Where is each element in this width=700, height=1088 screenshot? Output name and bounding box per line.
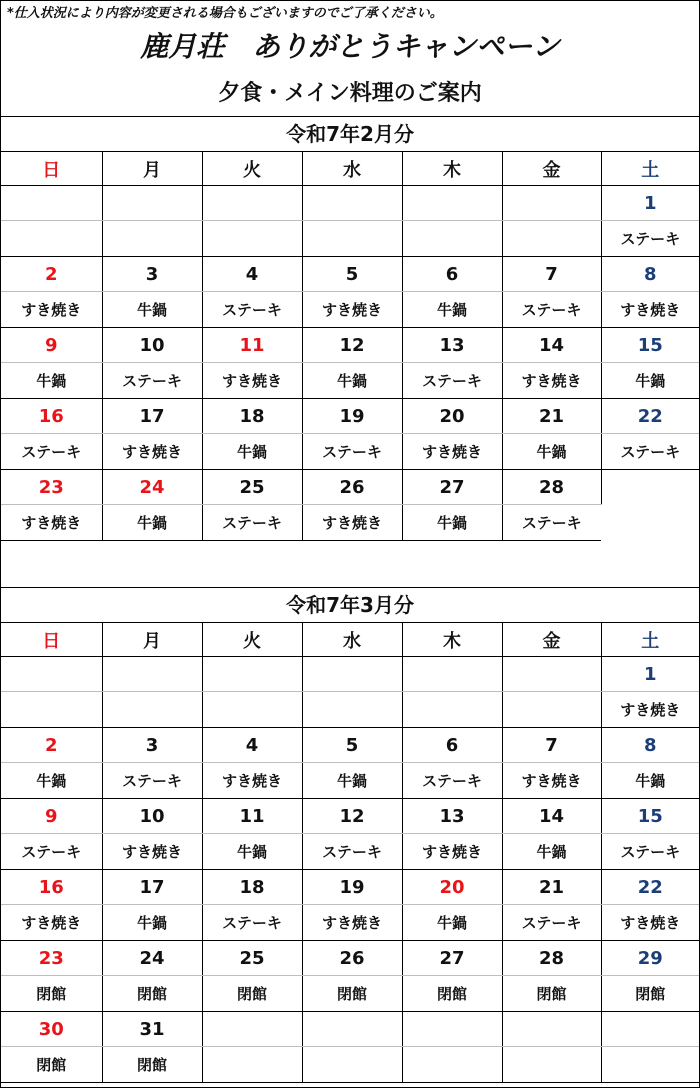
- date-number: 23: [1, 941, 102, 976]
- date-number: 14: [502, 328, 601, 363]
- date-number: 6: [402, 728, 502, 763]
- menu-item: 牛鍋: [102, 292, 202, 328]
- empty-menu-cell: [601, 1047, 699, 1083]
- weekday-header: 火: [202, 152, 302, 186]
- menu-item: すき焼き: [102, 434, 202, 470]
- empty-date-cell: [601, 1012, 699, 1047]
- weekday-header: 金: [502, 623, 601, 657]
- february-calendar: [1, 116, 699, 541]
- week-menu-row: [1, 505, 699, 541]
- menu-item: すき焼き: [302, 505, 402, 541]
- menu-item: ステーキ: [202, 905, 302, 941]
- date-number: 13: [402, 328, 502, 363]
- empty-date-cell: [302, 186, 402, 221]
- menu-item: ステーキ: [402, 763, 502, 799]
- date-number: 1: [601, 657, 699, 692]
- empty-date-cell: [502, 657, 601, 692]
- menu-item: ステーキ: [1, 834, 102, 870]
- menu-item: 牛鍋: [502, 834, 601, 870]
- menu-item: ステーキ: [302, 834, 402, 870]
- date-number: 11: [202, 799, 302, 834]
- menu-item: 牛鍋: [601, 763, 699, 799]
- menu-item: 牛鍋: [1, 763, 102, 799]
- date-number: 10: [102, 799, 202, 834]
- weekday-header: 水: [302, 152, 402, 186]
- date-number: 17: [102, 870, 202, 905]
- date-number: 5: [302, 257, 402, 292]
- weekday-header: 木: [402, 623, 502, 657]
- week-date-row: [1, 870, 699, 905]
- empty-menu-cell: [502, 692, 601, 728]
- menu-item: すき焼き: [302, 905, 402, 941]
- date-number: 31: [102, 1012, 202, 1047]
- weekday-header: 水: [302, 623, 402, 657]
- week-date-row: [1, 470, 699, 505]
- menu-item: 閉館: [302, 976, 402, 1012]
- month-title: 令和7年3月分: [1, 588, 699, 623]
- menu-item: ステーキ: [202, 292, 302, 328]
- weekday-header: 金: [502, 152, 601, 186]
- menu-item: 閉館: [202, 976, 302, 1012]
- week-menu-row: [1, 976, 699, 1012]
- empty-menu-cell: [202, 1047, 302, 1083]
- empty-date-cell: [102, 186, 202, 221]
- menu-item: 牛鍋: [102, 905, 202, 941]
- weekday-header: 月: [102, 623, 202, 657]
- empty-date-cell: [202, 657, 302, 692]
- date-number: 21: [502, 870, 601, 905]
- date-number: 30: [1, 1012, 102, 1047]
- empty-menu-cell: [1, 692, 102, 728]
- date-number: 15: [601, 799, 699, 834]
- week-date-row: [1, 941, 699, 976]
- blank-cell: [601, 470, 699, 541]
- date-number: 26: [302, 941, 402, 976]
- week-menu-row: [1, 363, 699, 399]
- date-number: 17: [102, 399, 202, 434]
- week-date-row: [1, 657, 699, 692]
- menu-item: ステーキ: [1, 434, 102, 470]
- week-date-row: [1, 1012, 699, 1047]
- date-number: 16: [1, 870, 102, 905]
- menu-item: 閉館: [601, 976, 699, 1012]
- empty-menu-cell: [502, 221, 601, 257]
- empty-date-cell: [402, 657, 502, 692]
- menu-item: 牛鍋: [302, 363, 402, 399]
- menu-item: すき焼き: [402, 834, 502, 870]
- empty-menu-cell: [302, 221, 402, 257]
- date-number: 20: [402, 399, 502, 434]
- empty-date-cell: [302, 657, 402, 692]
- date-number: 19: [302, 870, 402, 905]
- empty-date-cell: [402, 186, 502, 221]
- week-date-row: [1, 399, 699, 434]
- date-number: 5: [302, 728, 402, 763]
- date-number: 8: [601, 728, 699, 763]
- weekday-header: 木: [402, 152, 502, 186]
- date-number: 25: [202, 941, 302, 976]
- menu-item: ステーキ: [502, 505, 601, 541]
- menu-item: すき焼き: [1, 905, 102, 941]
- menu-item: 牛鍋: [302, 763, 402, 799]
- empty-date-cell: [502, 1012, 601, 1047]
- empty-menu-cell: [202, 221, 302, 257]
- menu-item: 閉館: [102, 1047, 202, 1083]
- week-date-row: [1, 799, 699, 834]
- date-number: 29: [601, 941, 699, 976]
- notice-text: *仕入状況により内容が変更される場合もございますのでご了承ください。: [7, 6, 443, 21]
- weekday-header: 火: [202, 623, 302, 657]
- date-number: 18: [202, 399, 302, 434]
- menu-item: 牛鍋: [601, 363, 699, 399]
- date-number: 25: [202, 470, 302, 505]
- menu-item: ステーキ: [102, 763, 202, 799]
- date-number: 4: [202, 728, 302, 763]
- menu-item: ステーキ: [402, 363, 502, 399]
- date-number: 9: [1, 328, 102, 363]
- menu-item: すき焼き: [601, 692, 699, 728]
- menu-item: ステーキ: [601, 221, 699, 257]
- date-number: 16: [1, 399, 102, 434]
- week-menu-row: [1, 692, 699, 728]
- menu-item: すき焼き: [202, 363, 302, 399]
- date-number: 28: [502, 470, 601, 505]
- date-number: 27: [402, 941, 502, 976]
- date-number: 24: [102, 470, 202, 505]
- date-number: 10: [102, 328, 202, 363]
- month-title: 令和7年2月分: [1, 117, 699, 152]
- menu-item: 閉館: [402, 976, 502, 1012]
- date-number: 20: [402, 870, 502, 905]
- menu-item: ステーキ: [102, 363, 202, 399]
- empty-date-cell: [202, 186, 302, 221]
- date-number: 9: [1, 799, 102, 834]
- menu-item: 閉館: [102, 976, 202, 1012]
- menu-item: ステーキ: [202, 505, 302, 541]
- date-number: 3: [102, 728, 202, 763]
- empty-menu-cell: [102, 221, 202, 257]
- weekday-header: 土: [601, 152, 699, 186]
- empty-menu-cell: [102, 692, 202, 728]
- week-menu-row: [1, 292, 699, 328]
- empty-menu-cell: [202, 692, 302, 728]
- date-number: 27: [402, 470, 502, 505]
- empty-menu-cell: [1, 221, 102, 257]
- week-date-row: [1, 186, 699, 221]
- empty-date-cell: [102, 657, 202, 692]
- empty-date-cell: [1, 186, 102, 221]
- menu-item: 閉館: [1, 1047, 102, 1083]
- menu-item: 閉館: [1, 976, 102, 1012]
- date-number: 21: [502, 399, 601, 434]
- march-calendar: [1, 587, 699, 1083]
- week-date-row: [1, 257, 699, 292]
- date-number: 24: [102, 941, 202, 976]
- week-menu-row: [1, 1047, 699, 1083]
- menu-item: すき焼き: [502, 763, 601, 799]
- empty-date-cell: [502, 186, 601, 221]
- date-number: 7: [502, 257, 601, 292]
- week-date-row: [1, 328, 699, 363]
- menu-item: 牛鍋: [502, 434, 601, 470]
- date-number: 15: [601, 328, 699, 363]
- empty-menu-cell: [402, 221, 502, 257]
- menu-item: すき焼き: [502, 363, 601, 399]
- menu-item: 閉館: [502, 976, 601, 1012]
- menu-subtitle: 夕食・メイン料理のご案内: [218, 81, 482, 106]
- menu-item: 牛鍋: [402, 905, 502, 941]
- week-menu-row: [1, 434, 699, 470]
- date-number: 3: [102, 257, 202, 292]
- menu-item: すき焼き: [601, 905, 699, 941]
- menu-item: 牛鍋: [1, 363, 102, 399]
- date-number: 1: [601, 186, 699, 221]
- menu-item: ステーキ: [302, 434, 402, 470]
- menu-item: 牛鍋: [202, 434, 302, 470]
- date-number: 12: [302, 328, 402, 363]
- menu-item: すき焼き: [1, 505, 102, 541]
- weekday-header: 月: [102, 152, 202, 186]
- empty-date-cell: [1, 657, 102, 692]
- empty-menu-cell: [402, 692, 502, 728]
- campaign-title: 鹿月荘 ありがとうキャンペーン: [140, 30, 560, 63]
- week-menu-row: [1, 763, 699, 799]
- date-number: 6: [402, 257, 502, 292]
- menu-item: すき焼き: [1, 292, 102, 328]
- date-number: 8: [601, 257, 699, 292]
- menu-item: ステーキ: [502, 905, 601, 941]
- empty-date-cell: [402, 1012, 502, 1047]
- date-number: 13: [402, 799, 502, 834]
- weekday-header: 日: [1, 623, 102, 657]
- date-number: 23: [1, 470, 102, 505]
- date-number: 12: [302, 799, 402, 834]
- date-number: 14: [502, 799, 601, 834]
- week-menu-row: [1, 834, 699, 870]
- menu-item: すき焼き: [601, 292, 699, 328]
- menu-item: すき焼き: [402, 434, 502, 470]
- menu-item: ステーキ: [601, 434, 699, 470]
- menu-item: ステーキ: [502, 292, 601, 328]
- empty-menu-cell: [302, 1047, 402, 1083]
- date-number: 4: [202, 257, 302, 292]
- empty-date-cell: [202, 1012, 302, 1047]
- menu-item: すき焼き: [202, 763, 302, 799]
- date-number: 26: [302, 470, 402, 505]
- empty-menu-cell: [302, 692, 402, 728]
- date-number: 28: [502, 941, 601, 976]
- empty-date-cell: [302, 1012, 402, 1047]
- menu-item: ステーキ: [601, 834, 699, 870]
- week-date-row: [1, 728, 699, 763]
- date-number: 19: [302, 399, 402, 434]
- empty-menu-cell: [502, 1047, 601, 1083]
- date-number: 2: [1, 728, 102, 763]
- empty-menu-cell: [402, 1047, 502, 1083]
- menu-item: 牛鍋: [202, 834, 302, 870]
- date-number: 7: [502, 728, 601, 763]
- date-number: 22: [601, 399, 699, 434]
- weekday-header: 土: [601, 623, 699, 657]
- weekday-header: 日: [1, 152, 102, 186]
- date-number: 18: [202, 870, 302, 905]
- week-menu-row: [1, 221, 699, 257]
- date-number: 2: [1, 257, 102, 292]
- menu-item: すき焼き: [302, 292, 402, 328]
- menu-item: 牛鍋: [402, 505, 502, 541]
- week-menu-row: [1, 905, 699, 941]
- menu-item: 牛鍋: [102, 505, 202, 541]
- menu-item: 牛鍋: [402, 292, 502, 328]
- menu-item: すき焼き: [102, 834, 202, 870]
- date-number: 11: [202, 328, 302, 363]
- date-number: 22: [601, 870, 699, 905]
